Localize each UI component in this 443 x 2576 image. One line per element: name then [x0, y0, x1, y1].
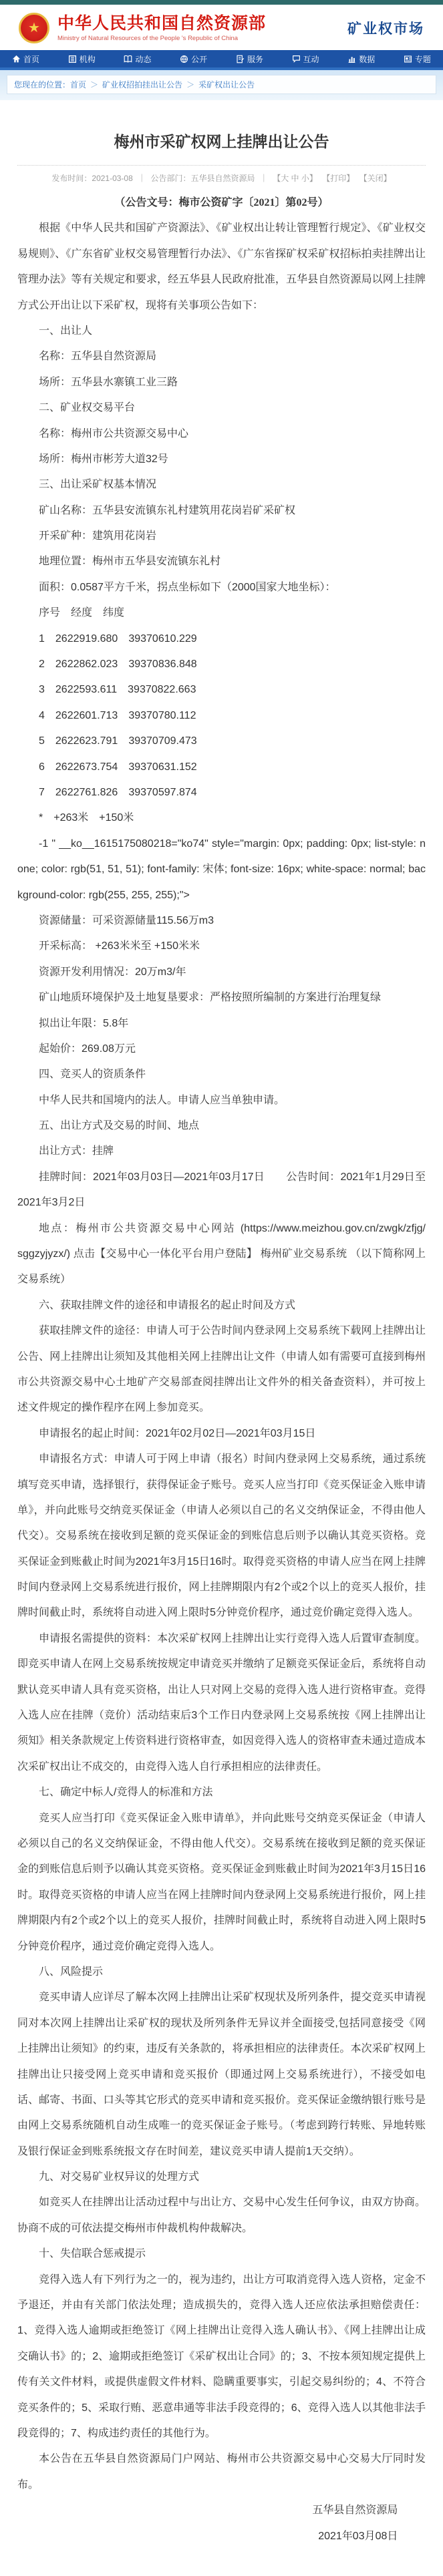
article-paragraph: 地点：梅州市公共资源交易中心网站 (https://www.meizhou.gov.cn/zwgk/zfjg/ sggzyjyzx/) 点击【交易中心一体化平台用户登陆】 梅州矿业交易系统 （以下简称网上交易系统） — [17, 1222, 426, 1286]
article-paragraph: * +263米 +150米 — [39, 812, 134, 824]
announce-dept: 公告部门：五华县自然资源局 — [150, 174, 255, 183]
article-paragraph: 名称：五华县自然资源局 — [39, 351, 157, 363]
breadcrumb — [7, 75, 436, 94]
article-paragraph: 获取挂牌文件的途径：申请人可于公告时间内登录网上交易系统下载网上挂牌出让公告、网上挂牌出让须知及其他相关网上挂牌出让文件（申请人如有需要可直接到梅州市公共资源交易中心土地矿产交易部查阅挂牌出让文件外的相关备查资料），并可按上述文件规定的操作程序在网上参加竞买。 — [17, 1325, 426, 1414]
article-paragraph: 5 2622623.791 39370709.473 — [39, 735, 197, 747]
article-paragraph: 资源开发利用情况：20万m3/年 — [39, 966, 186, 978]
data-icon — [347, 55, 356, 63]
article-paragraph: 地理位置：梅州市五华县安流镇东礼村 — [39, 556, 221, 568]
article-paragraph: 面积：0.0587平方千米，拐点坐标如下（2000国家大地坐标）： — [39, 581, 336, 593]
article-paragraph: 7 2622761.826 39370597.874 — [39, 786, 197, 798]
article-paragraph: 出让方式：挂牌 — [39, 1145, 114, 1157]
top-teal-strip — [0, 0, 443, 5]
meta-separator: ｜ — [138, 174, 146, 183]
article-paragraph: 三、出让采矿权基本情况 — [39, 479, 157, 491]
breadcrumb-link-listing-notices[interactable]: 矿业权招拍挂出让公告 — [102, 80, 183, 89]
print-button[interactable]: 【打印】 — [322, 174, 355, 183]
article-paragraph: 3 2622593.611 39370822.663 — [39, 684, 196, 696]
news-icon — [124, 55, 132, 63]
nav-item-data[interactable]: 数据 — [347, 53, 375, 65]
ministry-name-en: Ministry of Natural Resources of the People 's Republic of China — [57, 35, 239, 43]
service-icon — [236, 55, 245, 63]
article-paragraph: 申请报名方式：申请人可于网上申请（报名）时间内登录网上交易系统，通过系统填写竞买申请，选择银行，获得保证金子账号。竞买人应当打印《竞买保证金入账申请单》，并向此账号交纳竞买保证金（申请人必须以自己的名义交纳保证金，不得由他人代交）。交易系统在接收到足额的竞买保证金的到账信息后则予以确认其竞买资格。竞买保证金到账截止时间为2021年3月15日16时。取得竞买资格的申请人应当在网上挂牌时间内登录网上交易系统进行报价，网上挂牌期限内有2个或2个以上的竞买人报价，挂牌时间截止时，系统将自动进入网上限时5分钟竞价程序，通过竞价确定竞得入选人。 — [17, 1453, 426, 1619]
article-paragraph: 中华人民共和国境内的法人。申请人应当单独申请。 — [39, 1094, 285, 1106]
article-paragraph: 五华县自然资源局 — [312, 2505, 398, 2517]
article-paragraph: 2021年03月08日 — [318, 2530, 398, 2542]
article-paragraph: 竞得入选人有下列行为之一的，视为违约，出让方可取消竞得入选人资格，定金不予退还，并由有关部门依法处理；造成损失的，竞得入选人还应依法承担赔偿责任：1、竞得入选人逾期或拒绝签订《网上挂牌出让竞得入选人确认书》、《网上挂牌出让成交确认书》的；2、逾期或拒绝签订《采矿权出让合同》的；3、不按本须知规定提供上传有关文件材料，或提供虚假文件材料、隐瞒重要事实，引起交易纠纷的；4、不符合竞买条件的；5、采取行贿、恶意串通等非法手段竞得的；6、竞得入选人以其他非法手段竞得的；7、构成违约责任的其他行为。 — [17, 2273, 426, 2439]
announcement-article — [0, 100, 443, 2576]
site-section-name: 矿业权市场 — [347, 21, 424, 37]
article-body — [17, 190, 426, 2549]
article-paragraph: 1 2622919.680 39370610.229 — [39, 632, 197, 645]
article-paragraph: 名称：梅州市公共资源交易中心 — [39, 427, 189, 439]
article-paragraph: 五、出让方式及交易的时间、地点 — [39, 1120, 200, 1132]
nav-item-interaction[interactable]: 互动 — [292, 53, 319, 65]
ministry-name-cn: 中华人民共和国自然资源部 — [57, 13, 267, 33]
article-paragraph: 六、获取挂牌文件的途径和申请报名的起止时间及方式 — [39, 1299, 296, 1311]
article-paragraph: 申请报名的起止时间：2021年02月02日—2021年03月15日 — [39, 1427, 316, 1439]
article-paragraph: 资源储量：可采资源储量115.56万m3 — [39, 914, 214, 926]
article-paragraph: 竞买申请人应详尽了解本次网上挂牌出让采矿权现状及所列条件，提交竞买申请视同对本次网上挂牌出让采矿权的现状及所列条件无异议并全面接受,包括同意接受《网上挂牌出让须知》的约束，违反有关条款的，将承担相应的法律责任。本次采矿权网上挂牌出让只接受网上竞买申请和竞买报价（即通过网上交易系统进行），不接受如电话、邮寄、书面、口头等其它形式的竞买申请和竞买报价。竞买保证金缴纳银行账号是由网上交易系统随机自动生成唯一的竞买保证金子账号。（考虑到跨行转账、异地转账及银行保证金到账系统报文存在时间差，建议竞买申请人提前1天交纳）。 — [17, 1992, 426, 2157]
article-paragraph: 序号 经度 纬度 — [39, 607, 125, 619]
article-paragraph: 4 2622601.713 39370780.112 — [39, 709, 196, 721]
close-button[interactable]: 【关闭】 — [359, 174, 392, 183]
breadcrumb-prefix: 您现在的位置： — [14, 80, 71, 89]
article-paragraph: 矿山名称：五华县安流镇东礼村建筑用花岗岩矿采矿权 — [39, 504, 296, 516]
article-paragraph: 八、风险提示 — [39, 1966, 104, 1978]
breadcrumb-link-mining-notices[interactable]: 采矿权出让公告 — [198, 80, 255, 89]
nav-item-disclosure[interactable]: 公开 — [180, 53, 207, 65]
article-paragraph: 6 2622673.754 39370631.152 — [39, 761, 197, 773]
article-paragraph: 九、对交易矿业权异议的处理方式 — [39, 2171, 200, 2183]
article-paragraph: 十、失信联合惩戒提示 — [39, 2248, 146, 2260]
nav-item-org[interactable]: 机构 — [68, 53, 96, 65]
publish-time: 发布时间：2021-03-08 — [51, 174, 133, 183]
article-paragraph: 挂牌时间：2021年03月03日—2021年03月17日 公告时间：2021年1月29日至2021年3月2日 — [17, 1171, 426, 1209]
article-paragraph: 申请报名需提供的资料：本次采矿权网上挂牌出让实行竞得入选人后置审查制度。即竞买申请人在网上交易系统按规定申请竞买并缴纳了足额竞买保证金后，系统将自动默认竞买申请人具有竞买资格，出让人只对网上交易的竞得入选人进行资格审查。竞得入选人应在挂牌（竞价）活动结束后3个工作日内登录网上交易系统按《网上挂牌出让须知》相关条款规定上传资料进行资格审查，如因竞得入选人的资格审查未通过造成本次采矿权出让不成交的，由竞得入选人自行承担相应的法律责任。 — [17, 1632, 426, 1773]
home-icon — [12, 55, 21, 63]
article-paragraph: 七、确定中标人/竞得人的标准和方法 — [39, 1787, 213, 1799]
breadcrumb-band — [0, 70, 443, 100]
article-meta — [17, 165, 426, 184]
nav-item-service[interactable]: 服务 — [236, 53, 263, 65]
emblem-star-icon: ★ — [28, 21, 40, 35]
article-paragraph: 四、竞买人的资质条件 — [39, 1069, 146, 1081]
article-paragraph: 二、矿业权交易平台 — [39, 402, 136, 414]
article-paragraph: 本公告在五华县自然资源局门户网站、梅州市公共资源交易中心交易大厅同时发布。 — [17, 2453, 426, 2491]
interaction-icon — [292, 55, 301, 63]
article-paragraph: 开采矿种：建筑用花岗岩 — [39, 530, 157, 542]
national-emblem-logo[interactable] — [19, 13, 49, 43]
article-paragraph: 一、出让人 — [39, 325, 93, 337]
breadcrumb-separator: ＞ — [186, 80, 195, 89]
article-paragraph: 根据《中华人民共和国矿产资源法》、《矿业权出让转让管理暂行规定》、《矿业权交易规则》、《广东省矿业权交易管理暂行办法》、《广东省探矿权采矿权招标拍卖挂牌出让管理办法》等有关规定和要求，经五华县人民政府批准，五华县自然资源局以网上挂牌方式公开出让以下采矿权，现将有关事项公告如下： — [17, 222, 426, 311]
nav-item-topics[interactable]: 专题 — [404, 53, 431, 65]
site-header — [0, 5, 443, 50]
article-paragraph: 矿山地质环境保护及土地复垦要求：严格按照所编制的方案进行治理复绿 — [39, 992, 382, 1004]
article-paragraph: 起始价：269.08万元 — [39, 1043, 136, 1055]
article-paragraph: 场所：梅州市彬芳大道32号 — [39, 453, 168, 465]
ministry-title-block — [57, 14, 347, 43]
page-title: 梅州市采矿权网上挂牌出让公告 — [114, 134, 329, 150]
nav-item-home[interactable]: 首页 — [12, 53, 39, 65]
article-paragraph: 开采标高： +263米米至 +150米米 — [39, 940, 200, 952]
article-paragraph: -1 " __ko__1615175080218="ko74" style="margin: 0px; padding: 0px; list-style: none; color: rgb(51, 51, 51); font-family: 宋体; font-size: 16px; white-space: normal; background-color: rgb(255, 255, 255);"> — [17, 838, 426, 901]
article-paragraph: 场所：五华县水寨镇工业三路 — [39, 376, 178, 388]
article-paragraph: 2 2622862.023 39370836.848 — [39, 659, 197, 671]
article-paragraph: 竞买人应当打印《竞买保证金入账申请单》，并向此账号交纳竞买保证金（申请人必须以自己的名义交纳保证金，不得由他人代交）。交易系统在接收到足额的竞买保证金的到账信息后则予以确认其竞买资格。竞买保证金到账截止时间为2021年3月15日16时。取得竞买资格的申请人应当在网上挂牌时间内登录网上交易系统进行报价，网上挂牌期限内有2个或2个以上的竞买人报价，挂牌时间截止时，系统将自动进入网上限时5分钟竞价程序，通过竞价确定竞得入选人。 — [17, 1812, 426, 1952]
meta-separator: ｜ — [259, 174, 268, 183]
breadcrumb-separator: ＞ — [90, 80, 99, 89]
article-paragraph: 拟出让年限：5.8年 — [39, 1017, 129, 1029]
nav-item-news[interactable]: 动态 — [124, 53, 151, 65]
main-nav — [0, 50, 443, 67]
disclosure-icon — [180, 55, 188, 63]
font-size-control[interactable]: 【大 中 小】 — [273, 174, 317, 183]
topics-icon — [404, 55, 412, 63]
breadcrumb-link-home[interactable]: 首页 — [70, 80, 87, 89]
article-paragraph: （公告文号：梅市公资矿字〔2021〕第02号） — [114, 197, 329, 208]
article-paragraph: 如竞买人在挂牌出让活动过程中与出让方、交易中心发生任何争议，由双方协商。协商不成的可依法提交梅州市仲裁机构仲裁解决。 — [17, 2197, 426, 2234]
organization-icon — [68, 55, 77, 63]
